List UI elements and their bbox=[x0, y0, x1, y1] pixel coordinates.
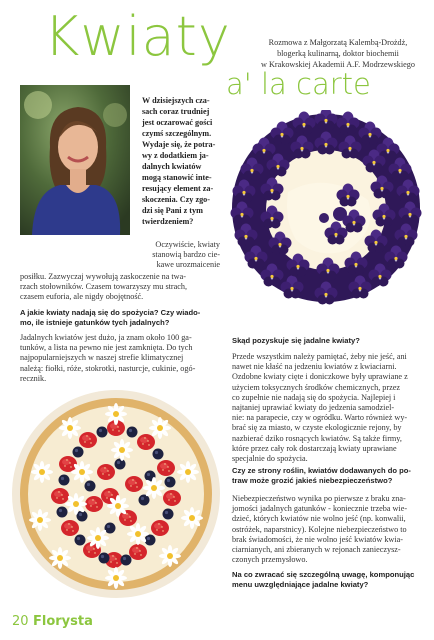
answer-line: recznik. bbox=[20, 373, 47, 383]
answer-line: ciarnianych, ani zbieranych w rejonach zanieczysz- bbox=[232, 545, 401, 555]
lead-line: skoczenia. Czy zgo- bbox=[142, 195, 210, 204]
answer-line: ostróżek, naparstnicy). Kolejne niebezpieczeństwo to bbox=[232, 524, 407, 534]
answer-line: brak świadomości, że nie wolno jeść kwiatów kwia- bbox=[232, 534, 403, 544]
lead-line: sach coraz trudniej bbox=[142, 107, 210, 116]
title-sub: a' la carte bbox=[226, 67, 371, 101]
answer-line: brać się za miasto, w czyste ekologicznie rejony, by bbox=[232, 423, 402, 433]
intro-line: w Krakowskiej Akademii A.F. Modrzewskiego bbox=[261, 59, 415, 69]
answer-line: czonych przemysłowo. bbox=[232, 555, 308, 565]
lead-line: Wydaje się, że potra- bbox=[142, 140, 216, 149]
question2 bbox=[20, 308, 220, 328]
answer-line: tunków, a lista na pewno nie jest zamknięta. Do tych bbox=[20, 343, 193, 353]
magazine-name: Florysta bbox=[33, 614, 93, 629]
answer1-side bbox=[142, 240, 220, 271]
lead-line: dalnych kwiatów bbox=[142, 162, 202, 171]
question-line: Skąd pozyskuje się jadalne kwiaty? bbox=[232, 336, 360, 345]
answer-line: użyciem toksycznych środków chemicznych, przez bbox=[232, 382, 401, 392]
lead-line: jest oczarować gości bbox=[142, 118, 213, 127]
answer1-full bbox=[20, 272, 220, 303]
page-number: 20 bbox=[12, 614, 29, 629]
answer-line: Niebezpieczeństwo wynika po pierwsze z braku zna- bbox=[232, 494, 406, 503]
title-main: Kwiaty bbox=[44, 5, 231, 68]
lead-line: mogą stanowić inte- bbox=[142, 173, 212, 182]
answer-line: należą: fiołki, róże, stokrotki, nasturcje, cukinie, ogó- bbox=[20, 363, 196, 373]
portrait-photo bbox=[20, 85, 130, 235]
answer-line: najpopularniejszych w naszej strefie klimatycznej bbox=[20, 353, 184, 363]
answer-line: Przede wszystkim należy pamiętać, żeby nie jeść, ani bbox=[232, 352, 407, 361]
lead-line: czymś szczególnym. bbox=[142, 129, 212, 138]
answer-line: nie: na parapecie, czy w ogródku. Warto również wy- bbox=[232, 413, 408, 423]
question5 bbox=[232, 570, 424, 590]
question-line: Czy ze strony roślin, kwiatów dodawanych do po- bbox=[232, 466, 411, 475]
violets-dessert-photo bbox=[228, 110, 424, 306]
question-line: A jakie kwiaty nadają się do spożycia? Czy wiado- bbox=[20, 308, 201, 317]
answer-line: specjalnie do spożycia. bbox=[232, 454, 308, 464]
answer-line: Jadalnych kwiatów jest dużo, ja znam około 100 ga- bbox=[20, 333, 192, 342]
answer-line: kawe urozmaicenie bbox=[156, 260, 220, 270]
intro-line: Rozmowa z Małgorzatą Kalembą-Drożdż, bbox=[268, 38, 408, 47]
answer-line: nawet nie kłaść na jedzeniu kwiatów z kwiaciarni. bbox=[232, 362, 397, 372]
answer4 bbox=[232, 494, 424, 565]
answer-line: które przez cały rok dostarczają kwiaty uprawiane bbox=[232, 443, 397, 453]
answer2 bbox=[20, 333, 220, 384]
lead-line: dzi się Pani z tym bbox=[142, 206, 203, 215]
answer3 bbox=[232, 352, 424, 464]
question-line: Na co zwracać się szczególną uwagę, komponując bbox=[232, 570, 415, 579]
answer-line: najtaniej uprawiać kwiaty do jedzenia samodziel- bbox=[232, 403, 395, 413]
answer-line: posiłku. Zazwyczaj wywołują zaskoczenie na twa- bbox=[20, 272, 186, 281]
answer-line: dzieć, których kwiatów nie wolno jeść (np. konwalii, bbox=[232, 514, 406, 524]
question-line: menu uwzględniające jadalne kwiaty? bbox=[232, 580, 369, 589]
lead-question bbox=[142, 95, 220, 227]
question-line: mo, ile istnieje gatunków tych jadalnych? bbox=[20, 318, 170, 327]
lead-line: resujący element za- bbox=[142, 184, 214, 193]
answer-line: nazbierać dziko rosnących kwiatów. Są także firmy, bbox=[232, 433, 402, 443]
fruit-tart-photo bbox=[10, 388, 222, 600]
intro-credit bbox=[250, 38, 426, 70]
question-line: traw może grozić jakieś niebezpieczeństwo? bbox=[232, 476, 393, 485]
lead-line: W dzisiejszych cza- bbox=[142, 96, 210, 105]
lead-line: wy z dodatkiem ja- bbox=[142, 151, 209, 160]
answer-line: rzach stołowników. Czasem towarzyszy mu strach, bbox=[20, 282, 188, 292]
answer-line: jomości jadalnych gatunków - koniecznie trzeba wie- bbox=[232, 504, 408, 514]
answer-line: stanowią bardzo cie- bbox=[152, 250, 220, 260]
answer-line: Ozdobne kwiaty cięte i doniczkowe były uprawiane z bbox=[232, 372, 408, 382]
answer-line: co zupełnie nie nadają się do spożycia. Najlepiej i bbox=[232, 392, 396, 402]
answer-line: Oczywiście, kwiaty bbox=[155, 240, 220, 249]
question4 bbox=[232, 466, 424, 486]
question3 bbox=[232, 336, 424, 346]
answer-line: czasem euforia, ale nigdy obojętność. bbox=[20, 292, 144, 302]
intro-line: blogerką kulinarną, doktor biochemii bbox=[277, 48, 399, 58]
lead-line: twierdzeniem? bbox=[142, 217, 194, 226]
